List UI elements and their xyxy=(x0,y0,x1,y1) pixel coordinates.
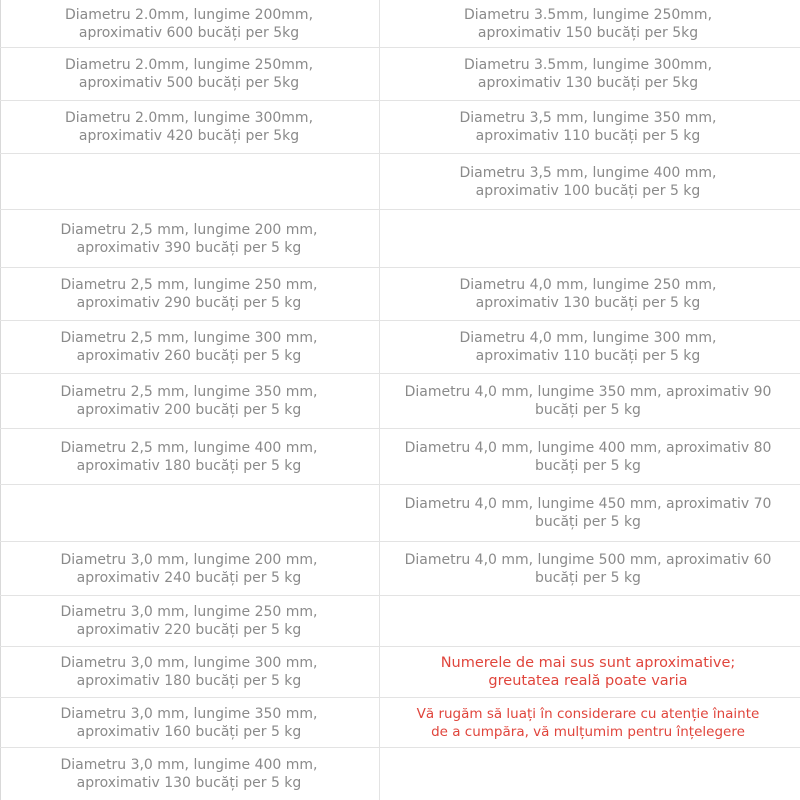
table-cell-right xyxy=(380,101,800,153)
cell-text: Diametru 2,5 mm, lungime 350 mm, aproximativ 200 bucăți per 5 kg xyxy=(60,384,318,418)
cell-text: Diametru 3,0 mm, lungime 300 mm, aproximativ 180 bucăți per 5 kg xyxy=(60,655,318,689)
table-row xyxy=(0,485,800,542)
table-cell-right xyxy=(380,485,800,541)
table-cell-right xyxy=(380,321,800,373)
table-cell-right xyxy=(380,542,800,595)
cell-text: Diametru 2.0mm, lungime 300mm, aproximativ 420 bucăți per 5kg xyxy=(64,110,314,144)
disclaimer-approximate xyxy=(380,647,800,697)
disclaimer-text: Vă rugăm să luați în considerare cu atenție înainte de a cumpăra, vă mulțumim pentru înțelegere xyxy=(416,705,760,740)
table-row xyxy=(0,698,800,748)
table-cell-right xyxy=(380,154,800,209)
table-cell-left xyxy=(0,748,380,800)
cell-text: Diametru 2,5 mm, lungime 250 mm, aproximativ 290 bucăți per 5 kg xyxy=(60,277,318,311)
table-cell-left xyxy=(0,48,380,100)
table-row xyxy=(0,101,800,154)
cell-text: Diametru 4,0 mm, lungime 250 mm, aproximativ 130 bucăți per 5 kg xyxy=(459,277,717,311)
cell-text: Diametru 2,5 mm, lungime 200 mm, aproximativ 390 bucăți per 5 kg xyxy=(60,221,318,256)
cell-text: Diametru 3,0 mm, lungime 250 mm, aproximativ 220 bucăți per 5 kg xyxy=(60,604,318,638)
table-cell-right xyxy=(380,48,800,100)
table-cell-right xyxy=(380,374,800,428)
cell-text: Diametru 4,0 mm, lungime 500 mm, aproximativ 60 bucăți per 5 kg xyxy=(404,551,772,586)
table-cell-left xyxy=(0,647,380,697)
table-row xyxy=(0,374,800,429)
table-row xyxy=(0,429,800,485)
table-row xyxy=(0,748,800,800)
table-row xyxy=(0,321,800,374)
cell-text: Diametru 3.5mm, lungime 300mm, aproximativ 130 bucăți per 5kg xyxy=(463,57,713,91)
table-row xyxy=(0,542,800,596)
table-cell-left xyxy=(0,429,380,484)
cell-text: Diametru 3,0 mm, lungime 350 mm, aproximativ 160 bucăți per 5 kg xyxy=(60,705,318,740)
table-cell-right xyxy=(380,268,800,320)
cell-text: Diametru 3,5 mm, lungime 350 mm, aproximativ 110 bucăți per 5 kg xyxy=(459,110,717,144)
table-row xyxy=(0,210,800,268)
table-cell-left xyxy=(0,0,380,47)
table-cell-right xyxy=(380,748,800,800)
table-cell-right xyxy=(380,0,800,47)
table-row xyxy=(0,0,800,48)
cell-text: Diametru 2,5 mm, lungime 400 mm, aproximativ 180 bucăți per 5 kg xyxy=(60,439,318,474)
table-cell-left xyxy=(0,210,380,267)
table-row xyxy=(0,647,800,698)
table-row xyxy=(0,48,800,101)
table-cell-right xyxy=(380,429,800,484)
table-cell-left xyxy=(0,321,380,373)
cell-text: Diametru 4,0 mm, lungime 450 mm, aproximativ 70 bucăți per 5 kg xyxy=(404,496,772,530)
table-row xyxy=(0,596,800,647)
table-cell-left xyxy=(0,698,380,747)
cell-text: Diametru 3,0 mm, lungime 200 mm, aproximativ 240 bucăți per 5 kg xyxy=(60,551,318,586)
cell-text: Diametru 4,0 mm, lungime 350 mm, aproximativ 90 bucăți per 5 kg xyxy=(404,384,772,418)
cell-text: Diametru 2,5 mm, lungime 300 mm, aproximativ 260 bucăți per 5 kg xyxy=(60,330,318,364)
table-row xyxy=(0,154,800,210)
table-cell-left xyxy=(0,542,380,595)
cell-text: Diametru 3,5 mm, lungime 400 mm, aproximativ 100 bucăți per 5 kg xyxy=(459,164,717,199)
table-row xyxy=(0,268,800,321)
table-cell-left xyxy=(0,596,380,646)
cell-text: Diametru 2.0mm, lungime 200mm, aproximativ 600 bucăți per 5kg xyxy=(64,6,314,41)
disclaimer-text: Numerele de mai sus sunt aproximative; greutatea reală poate varia xyxy=(440,655,736,689)
table-cell-left xyxy=(0,101,380,153)
table-cell-right xyxy=(380,210,800,267)
cell-text: Diametru 4,0 mm, lungime 400 mm, aproximativ 80 bucăți per 5 kg xyxy=(404,439,772,474)
cell-text: Diametru 2.0mm, lungime 250mm, aproximativ 500 bucăți per 5kg xyxy=(64,57,314,91)
cell-text: Diametru 3,0 mm, lungime 400 mm, aproximativ 130 bucăți per 5 kg xyxy=(60,757,318,791)
table-cell-left xyxy=(0,268,380,320)
cell-text: Diametru 4,0 mm, lungime 300 mm, aproximativ 110 bucăți per 5 kg xyxy=(459,330,717,364)
table-cell-right xyxy=(380,596,800,646)
table-cell-left xyxy=(0,485,380,541)
table-cell-left xyxy=(0,374,380,428)
disclaimer-purchase xyxy=(380,698,800,747)
cell-text: Diametru 3.5mm, lungime 250mm, aproximativ 150 bucăți per 5kg xyxy=(463,6,713,41)
table-cell-left xyxy=(0,154,380,209)
